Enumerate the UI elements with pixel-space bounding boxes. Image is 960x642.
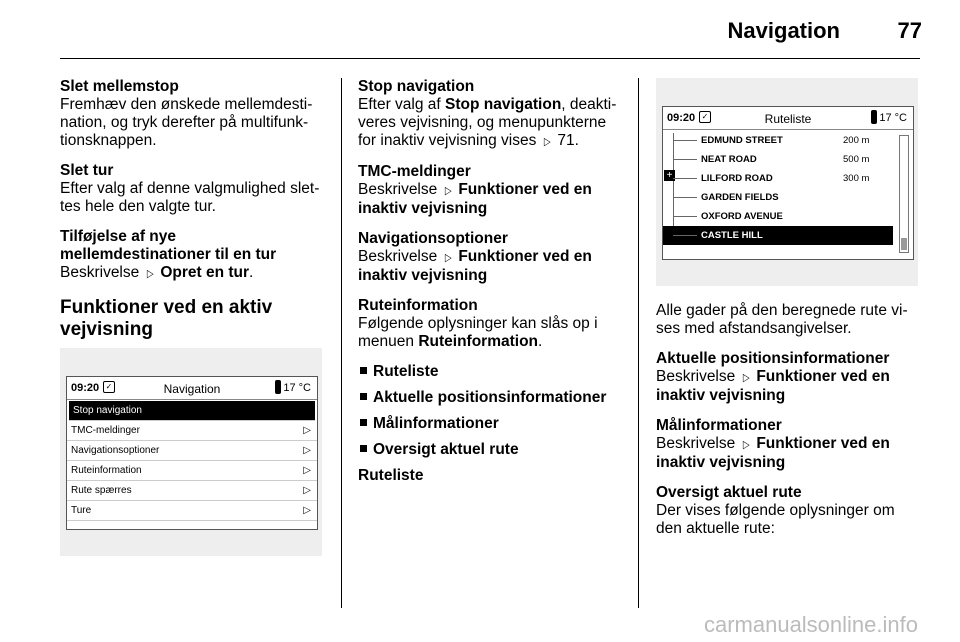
chapter-heading: Funktioner ved en aktiv vejvisning: [60, 297, 273, 340]
clock: 09:20: [667, 112, 696, 124]
expand-plus-icon[interactable]: +: [664, 170, 675, 181]
distance: 500 m: [843, 154, 870, 165]
distance: 200 m: [843, 135, 870, 146]
section-heading: Stop navigation: [358, 78, 475, 95]
status-bar: [67, 377, 317, 400]
cross-reference-link[interactable]: Funktioner ved en inaktiv vejvisning: [358, 248, 592, 284]
section-heading: Oversigt aktuel rute: [656, 484, 802, 501]
chevron-right-icon: ▷: [303, 425, 311, 436]
menu-list: [67, 401, 317, 521]
page-number: 77: [897, 18, 922, 43]
thermometer-icon: [871, 110, 877, 124]
section-heading: Ruteliste: [358, 467, 424, 484]
menu-item[interactable]: Ruteinformation ▷: [67, 461, 317, 481]
section-text: Følgende oplysninger kan slås op i menuen Ruteinformation.: [358, 315, 598, 350]
section-text: Beskrivelse ▷ Opret en tur.: [60, 264, 254, 281]
menu-item[interactable]: Rute spærres ▷: [67, 481, 317, 501]
distance: 300 m: [843, 173, 870, 184]
screen-title: Navigation: [163, 382, 221, 396]
section-heading: Slet mellemstop: [60, 78, 179, 95]
tree-branch: [673, 197, 697, 198]
navigation-menu-screenshot: [60, 348, 322, 556]
chevron-right-icon: ▷: [303, 505, 311, 516]
tree-branch: [673, 178, 697, 179]
section-heading: Ruteinformation: [358, 297, 478, 314]
section-text: Beskrivelse ▷ Funktioner ved en inaktiv vejvisning: [358, 248, 592, 284]
temperature: 17 °C: [879, 112, 907, 124]
cross-reference-link[interactable]: Opret en tur: [160, 264, 250, 281]
section-text: Beskrivelse ▷ Funktioner ved en inaktiv vejvisning: [656, 368, 890, 404]
section-text: Efter valg af Stop navigation, deaktiveres vejvisning, og menupunkterne for inaktiv vejvisning vises ▷ 71.: [358, 96, 617, 149]
section-text: Der vises følgende oplysninger om den aktuelle rute:: [656, 502, 895, 537]
clock-icon: ✓: [103, 381, 115, 393]
column-3: [656, 302, 920, 550]
scrollbar-thumb[interactable]: [901, 238, 907, 250]
tree-branch: [673, 216, 697, 217]
reference-arrow-icon: ▷: [444, 185, 452, 197]
bullet-item: Ruteliste: [358, 363, 620, 381]
display-screen: [662, 106, 914, 260]
route-row[interactable]: OXFORD AVENUE: [663, 207, 913, 226]
reference-arrow-icon: ▷: [146, 268, 154, 280]
section-text: Alle gader på den beregnede rute vises med afstandsangivelser.: [656, 302, 908, 337]
bullet-icon: [360, 445, 367, 452]
cross-reference-link[interactable]: Funktioner ved en inaktiv vejvisning: [358, 181, 592, 217]
tree-branch: [673, 140, 697, 141]
section-heading: Aktuelle positionsinformationer: [656, 350, 890, 367]
bullet-icon: [360, 419, 367, 426]
screen-title: Ruteliste: [764, 112, 812, 126]
section-text: Beskrivelse ▷ Funktioner ved en inaktiv vejvisning: [656, 435, 890, 471]
section-text: Fremhæv den ønskede mellemdestination, og tryk derefter på multifunktionsknappen.: [60, 96, 313, 149]
tree-branch: [673, 159, 697, 160]
clock: 09:20: [71, 382, 100, 394]
page-reference[interactable]: 71.: [557, 132, 579, 149]
menu-item[interactable]: Ture ▷: [67, 501, 317, 521]
header-title: Navigation: [727, 18, 840, 43]
section-heading: TMC-meldinger: [358, 163, 471, 180]
route-row[interactable]: LILFORD ROAD 300 m: [663, 169, 913, 188]
menu-item[interactable]: Stop navigation: [69, 401, 315, 421]
cross-reference-link[interactable]: Funktioner ved en inaktiv vejvisning: [656, 368, 890, 404]
reference-arrow-icon: ▷: [543, 136, 551, 148]
reference-arrow-icon: ▷: [444, 252, 452, 264]
section-text: Efter valg af denne valgmulighed slettes hele den valgte tur.: [60, 180, 320, 215]
reference-arrow-icon: ▷: [742, 372, 750, 384]
clock-icon: ✓: [699, 111, 711, 123]
section-heading: Tilføjelse af nye mellemdestinationer til en tur: [60, 228, 277, 263]
status-bar: [663, 107, 913, 130]
column-divider: [341, 78, 342, 608]
section-text: Beskrivelse ▷ Funktioner ved en inaktiv vejvisning: [358, 181, 592, 217]
section-heading: Navigationsoptioner: [358, 230, 508, 247]
route-list: [663, 131, 913, 245]
chevron-right-icon: ▷: [303, 485, 311, 496]
page-header: [0, 0, 960, 60]
chevron-right-icon: ▷: [303, 465, 311, 476]
menu-item[interactable]: Navigationsoptioner ▷: [67, 441, 317, 461]
menu-item[interactable]: TMC-meldinger ▷: [67, 421, 317, 441]
tree-branch: [673, 235, 697, 236]
route-row[interactable]: GARDEN FIELDS: [663, 188, 913, 207]
chevron-right-icon: ▷: [303, 445, 311, 456]
bullet-item: Aktuelle positionsinformationer: [358, 389, 620, 407]
section-heading: Slet tur: [60, 162, 114, 179]
header-rule: [60, 58, 920, 59]
temperature: 17 °C: [283, 382, 311, 394]
bullet-icon: [360, 393, 367, 400]
route-row-selected[interactable]: CASTLE HILL: [663, 226, 893, 245]
bullet-item: Målinformationer: [358, 415, 620, 433]
cross-reference-link[interactable]: Funktioner ved en inaktiv vejvisning: [656, 435, 890, 471]
bullet-icon: [360, 367, 367, 374]
watermark: carmanualsonline.info: [703, 612, 918, 637]
route-list-screenshot: [656, 78, 918, 286]
scrollbar[interactable]: [899, 135, 909, 253]
reference-arrow-icon: ▷: [742, 439, 750, 451]
column-divider: [638, 78, 639, 608]
section-heading: Målinformationer: [656, 417, 782, 434]
display-screen: [66, 376, 318, 530]
bullet-item: Oversigt aktuel rute: [358, 441, 620, 459]
thermometer-icon: [275, 380, 281, 394]
column-2: [358, 78, 620, 485]
route-row[interactable]: NEAT ROAD 500 m: [663, 150, 913, 169]
column-1: [60, 78, 326, 353]
route-row[interactable]: EDMUND STREET 200 m: [663, 131, 913, 150]
